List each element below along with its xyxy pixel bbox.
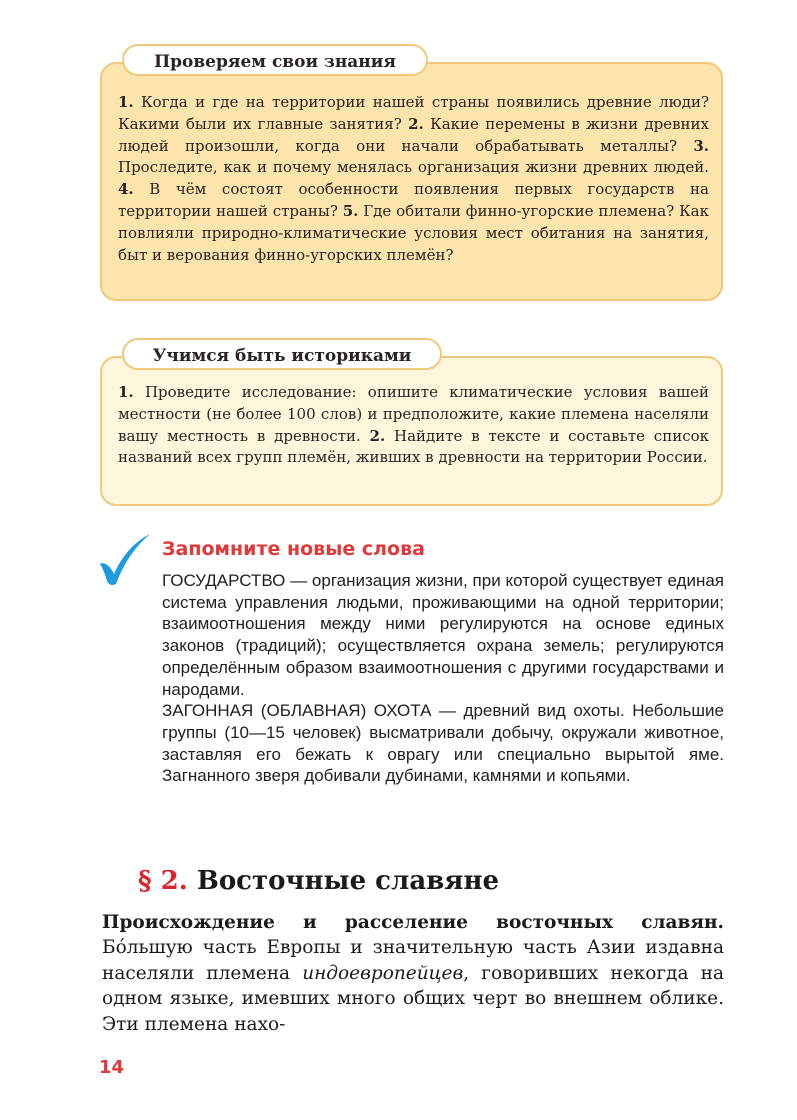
question-2: Какие перемены в жизни древних людей произошли, когда они начали обрабатывать металлы?: [118, 114, 709, 155]
vocabulary-title: Запомните новые слова: [162, 538, 425, 560]
vocabulary-list: [162, 570, 724, 787]
question-3-number: 3.: [693, 136, 709, 155]
question-1: Когда и где на территории нашей страны появились древние люди? Какими были их главные занятия?: [118, 93, 709, 133]
question-5: Где обитали финно-угорские племена? Как повлияли природно-климатические условия мест обитания на занятия, быт и верования финно-угорских племён?: [118, 201, 709, 264]
check-knowledge-text: [118, 92, 709, 266]
learn-historians-box: [100, 356, 723, 506]
learn-historians-title: Учимся быть историками: [122, 338, 442, 370]
question-3: Проследите, как и почему менялась организация жизни древних людей.: [118, 158, 709, 177]
learn-historians-text: [118, 382, 709, 469]
question-5-number: 5.: [342, 201, 359, 220]
question-1-number: 1.: [118, 93, 134, 111]
section-heading: [138, 866, 499, 896]
task-1: Проведите исследование: опишите климатические условия вашей местности (не более 100 слов) и предположите, какие племена населяли вашу местность в древности.: [118, 383, 709, 445]
paragraph-heading: Происхождение и расселение восточных славян.: [102, 912, 724, 933]
page-number: 14: [99, 1057, 125, 1078]
check-knowledge-title: Проверяем свои знания: [122, 44, 428, 76]
term-state: ГОСУДАРСТВО — организация жизни, при которой существует единая система управления людьми, проживающими на одной территории; взаимоотношения между ними регулируются на основе единых законов (традиций); осуществляется охрана земель; регулируются определённым образом взаимоотношения с другими государствами и народами.: [162, 571, 724, 699]
body-text-part-1: Бóльшую часть Европы и значительную часть Азии издавна населяли племена: [102, 937, 724, 984]
task-1-number: 1.: [118, 383, 134, 401]
checkmark-icon: [94, 530, 154, 590]
section-title: Восточные славяне: [196, 866, 500, 896]
body-text-part-2: , говоривших некогда на одном языке, имевших много общих черт во внешнем облике. Эти племена нахо-: [102, 962, 724, 1035]
question-4: В чём состоят особенности появления первых государств на территории нашей страны?: [118, 180, 709, 220]
term-drive-hunt: ЗАГОННАЯ (ОБЛАВНАЯ) ОХОТА — древний вид охоты. Небольшие группы (10—15 человек) высматривали добычу, окружали животное, заставляя его бежать к оврагу или специально вырытой яме. Загнанного зверя добивали дубинами, камнями и копьями.: [162, 701, 724, 786]
section-number: § 2.: [138, 866, 188, 896]
task-2-number: 2.: [369, 426, 386, 445]
task-2: Найдите в тексте и составьте список названий всех групп племён, живших в древности на территории России.: [118, 426, 710, 467]
body-emphasis: индоевропейцев: [302, 962, 464, 984]
question-4-number: 4.: [118, 180, 134, 199]
check-knowledge-box: [100, 62, 723, 301]
body-paragraph: [102, 910, 724, 1037]
question-2-number: 2.: [408, 114, 424, 133]
